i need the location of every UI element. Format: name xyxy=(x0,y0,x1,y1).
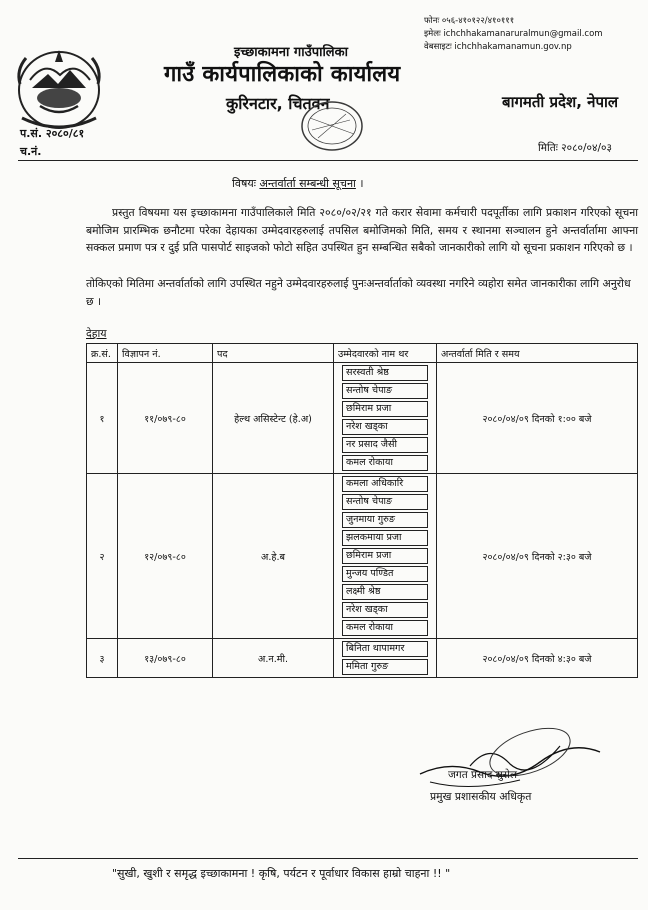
col-header-schedule: अन्तर्वार्ता मिति र समय xyxy=(437,344,638,363)
cell-sn: २ xyxy=(87,474,118,639)
interview-schedule-table xyxy=(86,343,638,678)
candidate-name: बिनिता थापामगर xyxy=(342,641,428,657)
body-paragraph-1: प्रस्तुत विषयमा यस इच्छाकामना गाउँपालिकाले मिति २०८०/०२/२१ गते करार सेवामा कर्मचारी पदपूर्तीका लागि प्रकाशन गरिएको सूचना बमोजिम प्रारम्भिक छनौटमा परेका देहायका उम्मेदवारहरुलाई तपसिल बमोजिमको मिति, समय र स्थानमा सञ्चालन हुने अन्तर्वार्तामा आफ्ना सक्कल प्रमाण पत्र र दुई प्रति पासपोर्ट साइजको फोटो सहित उपस्थित हुन सम्बन्धित सबैको जानकारीको लागि यो सूचना प्रकाशन गरिएको छ । xyxy=(86,206,638,255)
letter-date: मितिः २०८०/०४/०३ xyxy=(538,142,612,154)
cell-candidates xyxy=(334,363,437,474)
footer-divider xyxy=(18,858,638,859)
office-title: गाउँ कार्यपालिकाको कार्यालय xyxy=(164,62,401,87)
cell-post: हेल्थ असिस्टेन्ट (हे.अ) xyxy=(213,363,334,474)
col-header-post: पद xyxy=(213,344,334,363)
candidate-name: सरस्वती श्रेष्ठ xyxy=(342,365,428,381)
nepal-emblem-logo xyxy=(10,40,108,134)
candidate-name: नरेश खड्का xyxy=(342,602,428,618)
candidate-name: कमला अधिकारि xyxy=(342,476,428,492)
cell-adv-no: १३/०७९-८० xyxy=(118,639,213,678)
table-row xyxy=(87,639,638,678)
candidate-name: मुन्जय पण्डित xyxy=(342,566,428,582)
address-local: कुरिनटार, चितवन xyxy=(226,94,330,113)
cell-post: अ.हे.ब xyxy=(213,474,334,639)
col-header-sn: क्र.सं. xyxy=(87,344,118,363)
signatory-title: प्रमुख प्रशासकीय अधिकृत xyxy=(430,790,532,803)
candidate-name: झलकमाया प्रजा xyxy=(342,530,428,546)
candidate-name: कमल रोकाया xyxy=(342,620,428,636)
contact-email: इमेलः ichchhakamanaruralmun@gmail.com xyxy=(424,29,603,39)
cell-post: अ.न.मी. xyxy=(213,639,334,678)
cell-adv-no: १२/०७९-८० xyxy=(118,474,213,639)
office-stamp xyxy=(290,98,374,154)
cell-candidates xyxy=(334,639,437,678)
dispatch-number: च.नं. xyxy=(20,145,42,158)
candidate-name: सन्तोष चेपाङ xyxy=(342,383,428,399)
cell-schedule: २०८०/०४/०९ दिनको १:०० बजे xyxy=(437,363,638,474)
candidate-name: छमिराम प्रजा xyxy=(342,401,428,417)
cell-schedule: २०८०/०४/०९ दिनको ४:३० बजे xyxy=(437,639,638,678)
subject-suffix: । xyxy=(359,177,364,190)
subject-prefix: विषयः xyxy=(232,177,256,190)
address-region: बागमती प्रदेश, नेपाल xyxy=(502,93,619,111)
candidate-name: छमिराम प्रजा xyxy=(342,548,428,564)
col-header-adv-no: विज्ञापन नं. xyxy=(118,344,213,363)
header-divider xyxy=(18,160,638,161)
subject-text: अन्तर्वार्ता सम्बन्धी सूचना xyxy=(259,177,356,190)
dehaya-label: देहाय xyxy=(86,327,107,340)
cell-candidates xyxy=(334,474,437,639)
table-row xyxy=(87,474,638,639)
reference-number: प.सं. २०८०/८१ xyxy=(20,127,85,140)
cell-adv-no: ११/०७९-८० xyxy=(118,363,213,474)
candidate-name: कमल रोकाया xyxy=(342,455,428,471)
table-row xyxy=(87,363,638,474)
table-body xyxy=(87,363,638,678)
org-name: इच्छाकामना गाउँपालिका xyxy=(234,45,348,60)
candidate-name: जुनमाया गुरुङ xyxy=(342,512,428,528)
candidate-name: सन्तोष चेपाङ xyxy=(342,494,428,510)
footer-slogan: "सुखी, खुशी र समृद्ध इच्छाकामना ! कृषि, पर्यटन र पूर्वाधार विकास हाम्रो चाहना !! " xyxy=(112,867,451,880)
contact-phone: फोनः ०५६-४१०१२२/४१०१११ xyxy=(424,16,515,26)
signatory-name: जगत प्रसाद सुसेल xyxy=(448,769,518,781)
candidate-name: नरेश खड्का xyxy=(342,419,428,435)
subject-line xyxy=(232,176,364,191)
table-header-row xyxy=(87,344,638,363)
cell-schedule: २०८०/०४/०९ दिनको २:३० बजे xyxy=(437,474,638,639)
candidate-name: लक्ष्मी श्रेष्ठ xyxy=(342,584,428,600)
cell-sn: १ xyxy=(87,363,118,474)
candidate-name: नर प्रसाद जैसी xyxy=(342,437,428,453)
candidate-name: ममिता गुरुङ xyxy=(342,659,428,675)
cell-sn: ३ xyxy=(87,639,118,678)
col-header-candidate: उम्मेदवारको नाम थर xyxy=(334,344,437,363)
body-paragraph-2: तोकिएको मितिमा अन्तर्वार्ताको लागि उपस्थित नहुने उम्मेदवारहरुलाई पुनःअन्तर्वार्ताको व्यवस्था नगरिने व्यहोरा समेत जानकारीका लागि अनुरोध छ । xyxy=(86,277,631,308)
contact-website: वेबसाइटः ichchhakamanamun.gov.np xyxy=(424,42,572,52)
